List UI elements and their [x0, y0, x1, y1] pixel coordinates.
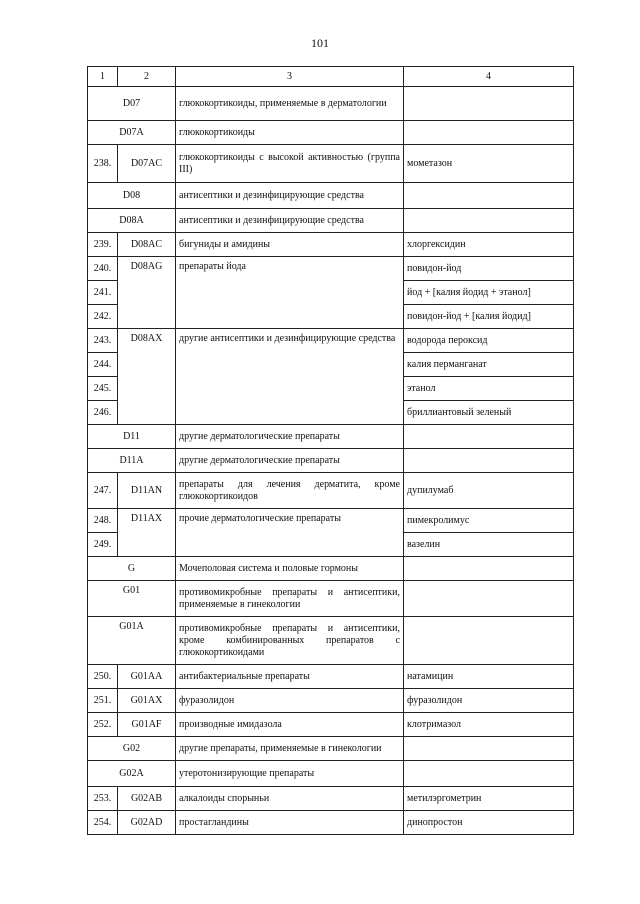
drug-name: клотримазол: [404, 713, 574, 737]
group-name: другие препараты, применяемые в гинекологии: [176, 737, 404, 761]
table-row: [88, 665, 574, 689]
row-number: 243.: [88, 329, 118, 353]
row-number: 248.: [88, 509, 118, 533]
group-code: G02: [88, 737, 176, 761]
row-number: 247.: [88, 473, 118, 509]
drug-cell: [404, 209, 574, 233]
table-header-row: [88, 67, 574, 87]
drug-name: повидон-йод: [404, 257, 574, 281]
atc-code: D08AC: [118, 233, 176, 257]
table-row: [88, 787, 574, 811]
table-row: [88, 183, 574, 209]
group-name: антисептики и дезинфицирующие средства: [176, 209, 404, 233]
group-code: D07: [88, 87, 176, 121]
group-name: прочие дерматологические препараты: [176, 509, 404, 557]
atc-code: G01AA: [118, 665, 176, 689]
table-row: [88, 121, 574, 145]
group-name: препараты йода: [176, 257, 404, 329]
group-name: глюкокортикоиды с высокой активностью (группа III): [176, 145, 404, 183]
drug-cell: [404, 737, 574, 761]
group-code: D07A: [88, 121, 176, 145]
table-row: [88, 713, 574, 737]
drug-name: пимекролимус: [404, 509, 574, 533]
row-number: 251.: [88, 689, 118, 713]
table-row: [88, 449, 574, 473]
group-code: G: [88, 557, 176, 581]
group-name: алкалоиды спорыньи: [176, 787, 404, 811]
drug-cell: [404, 121, 574, 145]
drug-name: водорода пероксид: [404, 329, 574, 353]
drug-name: вазелин: [404, 533, 574, 557]
drug-cell: [404, 557, 574, 581]
row-number: 246.: [88, 401, 118, 425]
table-row: [88, 761, 574, 787]
table-row: [88, 233, 574, 257]
group-code: D08: [88, 183, 176, 209]
drug-cell: [404, 581, 574, 617]
group-name: противомикробные препараты и антисептики, кроме комбинированных препаратов с глюкокортикоидами: [176, 617, 404, 665]
atc-code: D11AX: [118, 509, 176, 557]
column-header-2: 2: [118, 67, 176, 87]
group-name: другие дерматологические препараты: [176, 449, 404, 473]
drug-cell: [404, 617, 574, 665]
atc-code: G02AB: [118, 787, 176, 811]
drug-name: динопростон: [404, 811, 574, 835]
group-name: антисептики и дезинфицирующие средства: [176, 183, 404, 209]
row-number: 239.: [88, 233, 118, 257]
column-header-1: 1: [88, 67, 118, 87]
group-code: G02A: [88, 761, 176, 787]
group-code: D11: [88, 425, 176, 449]
table-row: [88, 87, 574, 121]
drug-cell: [404, 183, 574, 209]
atc-code: D08AG: [118, 257, 176, 329]
row-number: 244.: [88, 353, 118, 377]
group-name: фуразолидон: [176, 689, 404, 713]
row-number: 241.: [88, 281, 118, 305]
group-name: бигуниды и амидины: [176, 233, 404, 257]
table-row: [88, 209, 574, 233]
atc-code: G01AX: [118, 689, 176, 713]
row-number: 250.: [88, 665, 118, 689]
row-number: 253.: [88, 787, 118, 811]
row-number: 242.: [88, 305, 118, 329]
drug-cell: [404, 87, 574, 121]
table-row: [88, 737, 574, 761]
atc-code: G01AF: [118, 713, 176, 737]
group-name: препараты для лечения дерматита, кроме глюкокортикоидов: [176, 473, 404, 509]
group-name: другие антисептики и дезинфицирующие средства: [176, 329, 404, 425]
drug-table: [87, 66, 574, 835]
drug-name: натамицин: [404, 665, 574, 689]
group-name: глюкокортикоиды, применяемые в дерматологии: [176, 87, 404, 121]
group-name: глюкокортикоиды: [176, 121, 404, 145]
page-number: 101: [311, 36, 329, 50]
row-number: 249.: [88, 533, 118, 557]
row-number: 252.: [88, 713, 118, 737]
drug-name: этанол: [404, 377, 574, 401]
table-row: [88, 145, 574, 183]
atc-code: D08AX: [118, 329, 176, 425]
drug-name: йод + [калия йодид + этанол]: [404, 281, 574, 305]
group-code: G01: [88, 581, 176, 617]
group-name: антибактериальные препараты: [176, 665, 404, 689]
group-name: простагландины: [176, 811, 404, 835]
group-name: другие дерматологические препараты: [176, 425, 404, 449]
group-name: утеротонизирующие препараты: [176, 761, 404, 787]
drug-name: дупилумаб: [404, 473, 574, 509]
row-number: 238.: [88, 145, 118, 183]
atc-code: D07AC: [118, 145, 176, 183]
drug-name: калия перманганат: [404, 353, 574, 377]
group-code: D11A: [88, 449, 176, 473]
column-header-3: 3: [176, 67, 404, 87]
group-code: G01A: [88, 617, 176, 665]
table-row: [88, 329, 574, 353]
table-row: [88, 509, 574, 533]
table-row: [88, 689, 574, 713]
table-row: [88, 425, 574, 449]
group-name: Мочеполовая система и половые гормоны: [176, 557, 404, 581]
atc-code: G02AD: [118, 811, 176, 835]
table-row: [88, 257, 574, 281]
row-number: 240.: [88, 257, 118, 281]
column-header-4: 4: [404, 67, 574, 87]
drug-name: бриллиантовый зеленый: [404, 401, 574, 425]
drug-name: фуразолидон: [404, 689, 574, 713]
drug-cell: [404, 425, 574, 449]
table-row: [88, 557, 574, 581]
table-row: [88, 811, 574, 835]
drug-name: метилэргометрин: [404, 787, 574, 811]
drug-name: мометазон: [404, 145, 574, 183]
drug-cell: [404, 761, 574, 787]
drug-cell: [404, 449, 574, 473]
table-row: [88, 581, 574, 617]
drug-name: повидон-йод + [калия йодид]: [404, 305, 574, 329]
drug-name: хлоргексидин: [404, 233, 574, 257]
group-name: производные имидазола: [176, 713, 404, 737]
atc-code: D11AN: [118, 473, 176, 509]
table-row: [88, 617, 574, 665]
table-row: [88, 473, 574, 509]
row-number: 245.: [88, 377, 118, 401]
group-name: противомикробные препараты и антисептики, применяемые в гинекологии: [176, 581, 404, 617]
row-number: 254.: [88, 811, 118, 835]
group-code: D08A: [88, 209, 176, 233]
